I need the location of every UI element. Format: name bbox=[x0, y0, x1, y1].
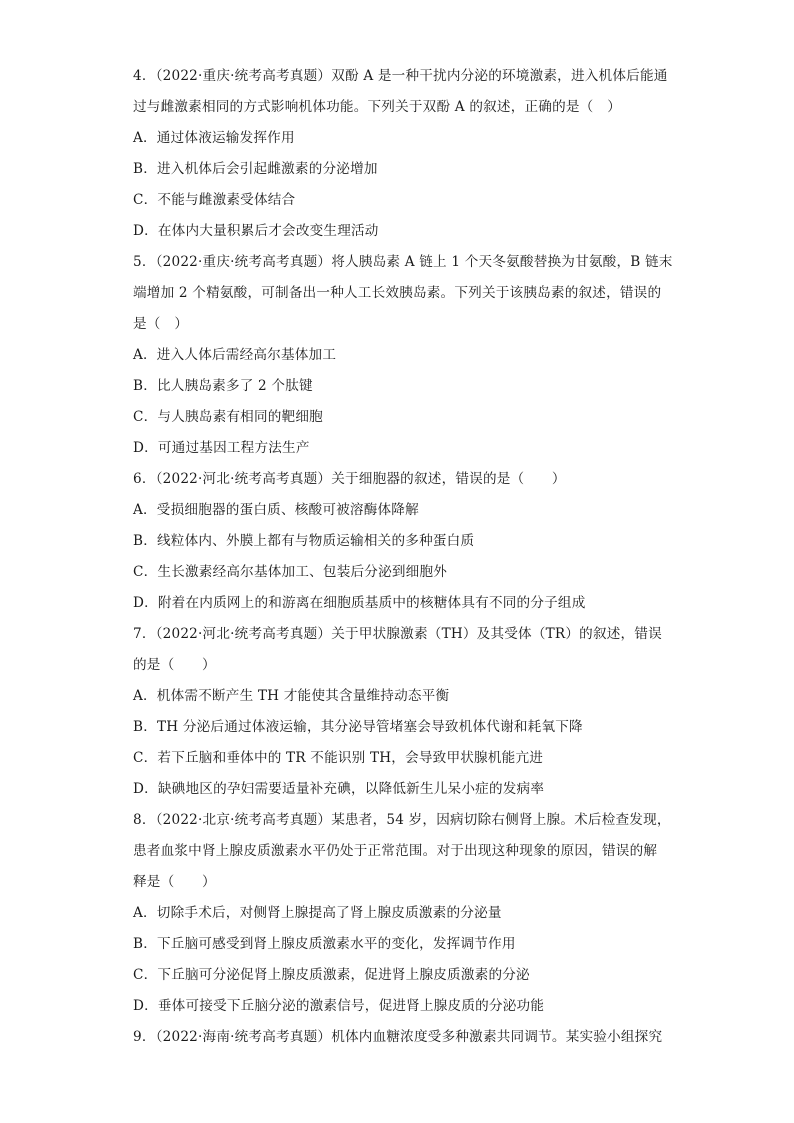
question-7-stem-line-2: 的是（ ） bbox=[133, 657, 216, 673]
question-8-option-d: D．垂体可接受下丘脑分泌的激素信号，促进肾上腺皮质的分泌功能 bbox=[133, 998, 545, 1014]
question-4-option-a: A．通过体液运输发挥作用 bbox=[133, 130, 295, 146]
question-6-option-b: B．线粒体内、外膜上都有与物质运输相关的多种蛋白质 bbox=[133, 533, 475, 549]
question-8-stem-line-2: 患者血浆中肾上腺皮质激素水平仍处于正常范围。对于出现这种现象的原因，错误的解 bbox=[133, 843, 658, 859]
question-8-stem-line-1: 8．（2022·北京·统考高考真题）某患者，54 岁，因病切除右侧肾上腺。术后检查发现， bbox=[133, 812, 671, 828]
question-5-option-d: D．可通过基因工程方法生产 bbox=[133, 440, 310, 456]
question-5-stem-line-3: 是（ ） bbox=[133, 316, 189, 332]
question-5-stem-line-1: 5．（2022·重庆·统考高考真题）将人胰岛素 A 链上 1 个天冬氨酸替换为甘氨酸，B 链末 bbox=[133, 254, 673, 270]
question-8-option-b: B．下丘脑可感受到肾上腺皮质激素水平的变化，发挥调节作用 bbox=[133, 936, 516, 952]
question-4-option-c: C．不能与雌激素受体结合 bbox=[133, 192, 296, 208]
question-7-option-d: D．缺碘地区的孕妇需要适量补充碘，以降低新生儿呆小症的发病率 bbox=[133, 781, 545, 797]
question-8-stem-line-3: 释是（ ） bbox=[133, 874, 216, 890]
question-4-option-d: D．在体内大量积累后才会改变生理活动 bbox=[133, 223, 379, 239]
question-6-option-c: C．生长激素经高尔基体加工、包装后分泌到细胞外 bbox=[133, 564, 448, 580]
question-5-option-c: C．与人胰岛素有相同的靶细胞 bbox=[133, 409, 323, 425]
question-4-stem-line-2: 过与雌激素相同的方式影响机体功能。下列关于双酚 A 的叙述，正确的是（ ） bbox=[133, 99, 622, 115]
question-8-option-a: A．切除手术后，对侧肾上腺提高了肾上腺皮质激素的分泌量 bbox=[133, 905, 502, 921]
question-7-option-a: A．机体需不断产生 TH 才能使其含量维持动态平衡 bbox=[133, 688, 450, 704]
question-6-option-a: A．受损细胞器的蛋白质、核酸可被溶酶体降解 bbox=[133, 502, 419, 518]
question-5-stem-line-2: 端增加 2 个精氨酸，可制备出一种人工长效胰岛素。下列关于该胰岛素的叙述，错误的 bbox=[133, 285, 662, 301]
question-7-stem-line-1: 7．（2022·河北·统考高考真题）关于甲状腺激素（TH）及其受体（TR）的叙述，错误 bbox=[133, 626, 662, 642]
question-9-stem-line-1: 9．（2022·海南·统考高考真题）机体内血糖浓度受多种激素共同调节。某实验小组探究 bbox=[133, 1029, 663, 1045]
question-4-stem-line-1: 4．（2022·重庆·统考高考真题）双酚 A 是一种干扰内分泌的环境激素，进入机体后能通 bbox=[133, 68, 668, 84]
question-7-option-c: C．若下丘脑和垂体中的 TR 不能识别 TH，会导致甲状腺机能亢进 bbox=[133, 750, 544, 766]
question-6-option-d: D．附着在内质网上的和游离在细胞质基质中的核糖体具有不同的分子组成 bbox=[133, 595, 586, 611]
question-5-option-b: B．比人胰岛素多了 2 个肽键 bbox=[133, 378, 313, 394]
question-7-option-b: B．TH 分泌后通过体液运输，其分泌导管堵塞会导致机体代谢和耗氧下降 bbox=[133, 719, 583, 735]
question-8-option-c: C．下丘脑可分泌促肾上腺皮质激素，促进肾上腺皮质激素的分泌 bbox=[133, 967, 530, 983]
question-5-option-a: A．进入人体后需经高尔基体加工 bbox=[133, 347, 337, 363]
question-4-option-b: B．进入机体后会引起雌激素的分泌增加 bbox=[133, 161, 378, 177]
question-6-stem-line-1: 6．（2022·河北·统考高考真题）关于细胞器的叙述，错误的是（ ） bbox=[133, 471, 566, 487]
